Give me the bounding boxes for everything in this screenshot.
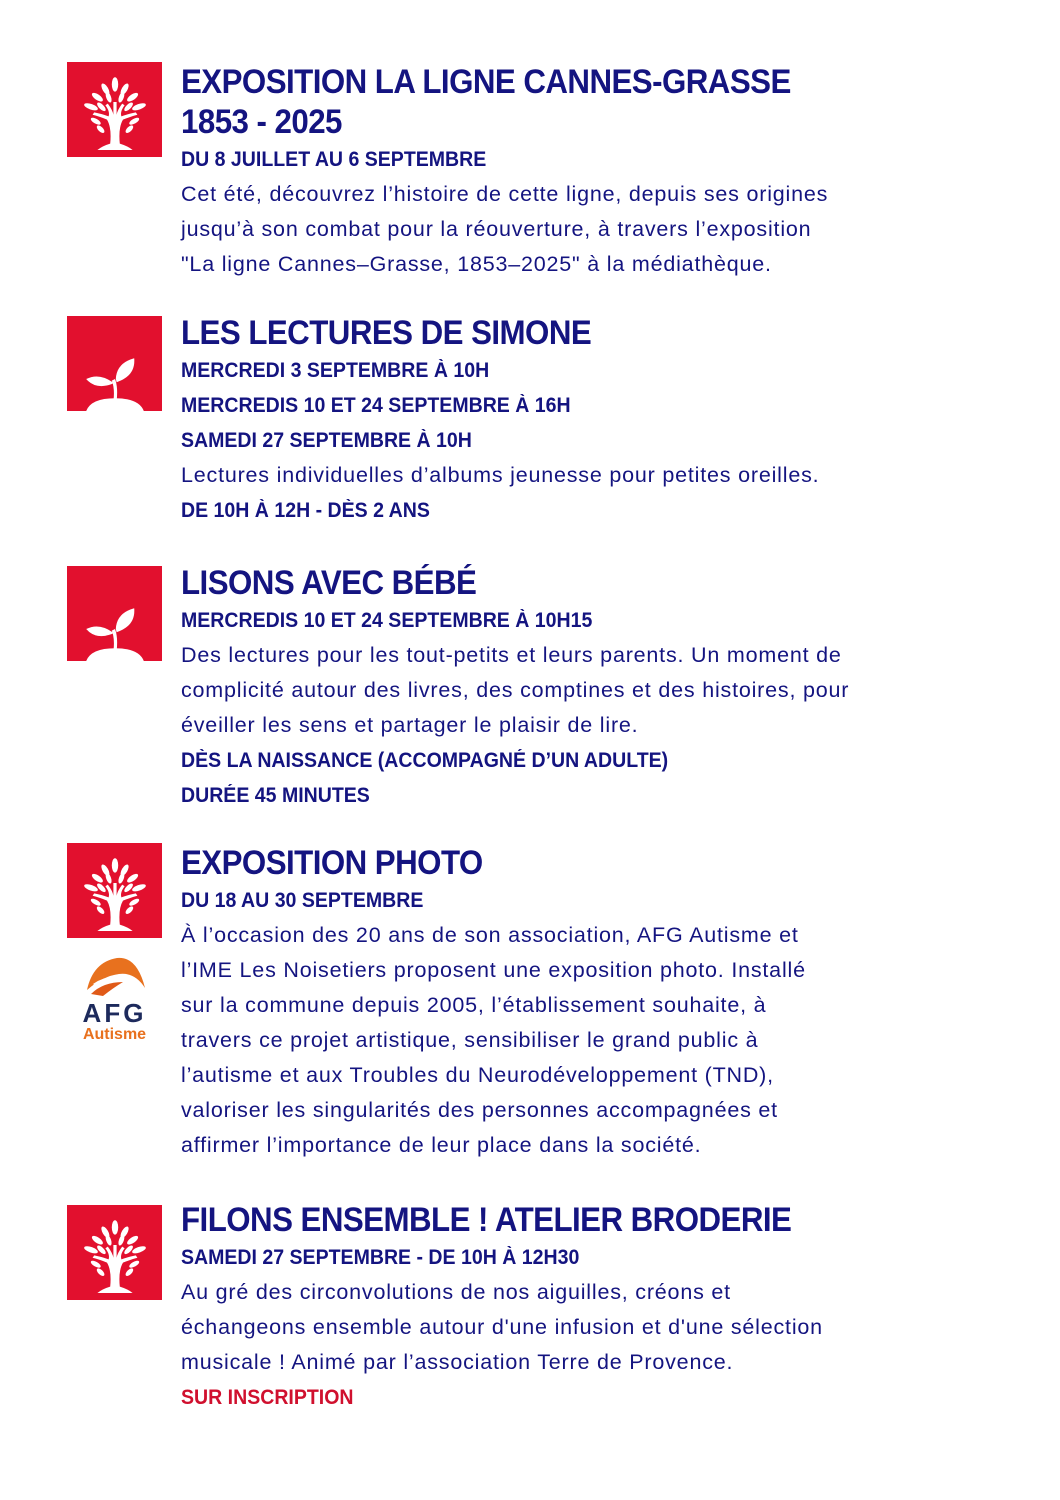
event-description: travers ce projet artistique, sensibiliser le grand public à: [181, 1028, 759, 1052]
event-description: affirmer l’importance de leur place dans la société.: [181, 1133, 702, 1157]
sprout-icon: [67, 316, 162, 411]
event-description: À l’occasion des 20 ans de son association, AFG Autisme et: [181, 923, 799, 947]
afg-autisme-logo: [67, 956, 162, 1044]
event-description: éveiller les sens et partager le plaisir de lire.: [181, 713, 639, 737]
event-description: "La ligne Cannes–Grasse, 1853–2025" à la médiathèque.: [181, 252, 772, 276]
event-title: LES LECTURES DE SIMONE: [181, 314, 592, 352]
event-description: l’IME Les Noisetiers proposent une exposition photo. Installé: [181, 958, 806, 982]
event-date: MERCREDIS 10 ET 24 SEPTEMBRE À 16H: [181, 394, 571, 417]
sprout-icon: [67, 566, 162, 661]
event-description: Au gré des circonvolutions de nos aiguilles, créons et: [181, 1280, 731, 1304]
event-description: l’autisme et aux Troubles du Neurodéveloppement (TND),: [181, 1063, 774, 1087]
event-date: MERCREDIS 10 ET 24 SEPTEMBRE À 10H15: [181, 609, 593, 632]
event-description: complicité autour des livres, des comptines et des histoires, pour: [181, 678, 850, 702]
event-description: Cet été, découvrez l’histoire de cette ligne, depuis ses origines: [181, 182, 829, 206]
event-title: EXPOSITION LA LIGNE CANNES-GRASSE: [181, 63, 791, 101]
event-description: musicale ! Animé par l’association Terre de Provence.: [181, 1350, 734, 1374]
event-description: jusqu’à son combat pour la réouverture, à travers l’exposition: [181, 217, 812, 241]
event-title: 1853 - 2025: [181, 103, 342, 141]
afg-swoosh-icon: [83, 956, 147, 998]
event-title: EXPOSITION PHOTO: [181, 844, 483, 882]
event-date: SAMEDI 27 SEPTEMBRE À 10H: [181, 429, 472, 452]
tree-icon: [67, 843, 162, 938]
event-description: sur la commune depuis 2005, l’établissement souhaite, à: [181, 993, 767, 1017]
event-info: DE 10H À 12H - DÈS 2 ANS: [181, 499, 430, 522]
event-description: valoriser les singularités des personnes accompagnées et: [181, 1098, 778, 1122]
tree-icon: [67, 62, 162, 157]
event-date: DU 18 AU 30 SEPTEMBRE: [181, 889, 424, 912]
afg-subtitle: Autisme: [82, 1026, 147, 1043]
event-title: LISONS AVEC BÉBÉ: [181, 564, 477, 602]
tree-icon: [67, 1205, 162, 1300]
event-date: SAMEDI 27 SEPTEMBRE - DE 10H À 12H30: [181, 1246, 580, 1269]
event-description: échangeons ensemble autour d'une infusion et d'une sélection: [181, 1315, 823, 1339]
registration-required-label: SUR INSCRIPTION: [181, 1386, 354, 1409]
event-date: MERCREDI 3 SEPTEMBRE À 10H: [181, 359, 490, 382]
event-description: Lectures individuelles d’albums jeunesse pour petites oreilles.: [181, 463, 820, 487]
event-date: DU 8 JUILLET AU 6 SEPTEMBRE: [181, 148, 487, 171]
afg-letters: AFG: [82, 998, 147, 1028]
event-info: DURÉE 45 MINUTES: [181, 784, 370, 807]
event-info: DÈS LA NAISSANCE (ACCOMPAGNÉ D’UN ADULTE): [181, 749, 669, 772]
event-description: Des lectures pour les tout-petits et leurs parents. Un moment de: [181, 643, 842, 667]
event-title: FILONS ENSEMBLE ! ATELIER BRODERIE: [181, 1201, 792, 1239]
